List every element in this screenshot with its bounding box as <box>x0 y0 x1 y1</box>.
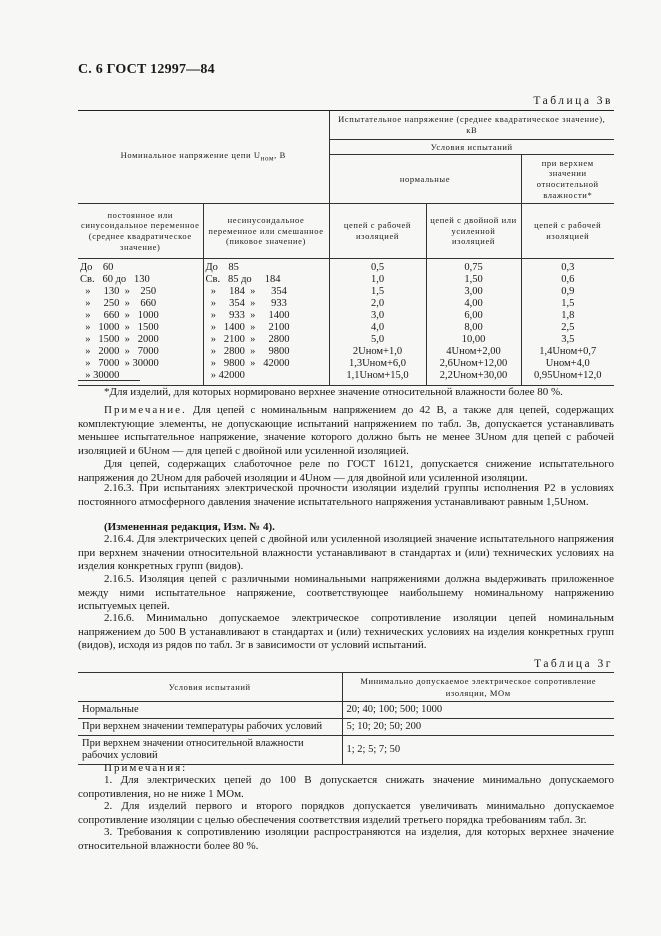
table-row <box>78 259 614 275</box>
note-1: Для цепей с номинальным напряжением до 42 В, а также для цепей, содержащих комплектующие элементы, не допускающие испытаний напряжением по табл. 3в, допускается устанавливать меньшее испытательное напряжение, значение которого должно быть не менее 3Uном для цепей с рабочей изоляцией и 6Uном — для цепей с двойной или усиленной изоляцией. <box>78 404 615 457</box>
cell-working: 1,5 <box>329 286 426 298</box>
cell-dc-range: » 2000 » 7000 <box>78 346 203 358</box>
cell-humidity: Uном+4,0 <box>521 358 614 370</box>
cell-working: 4,0 <box>329 322 426 334</box>
table-3g-head-resistance: Минимально допускаемое электрическое сопротивление изоляции, МОм <box>342 673 614 702</box>
cell-nonsin-range: » 2100 » 2800 <box>203 334 329 346</box>
cell-double: 6,00 <box>426 310 521 322</box>
clause-2-16-4: 2.16.4. Для электрических цепей с двойной или усиленной изоляцией значение испытательного напряжения при верхнем значении относительной влажности устанавливают в стандартах и (или) технических условиях на изделия конкретных групп (видов). <box>78 533 614 572</box>
cell-dc-range: » 250 » 660 <box>78 298 203 310</box>
cell-nonsin-range: » 184 » 354 <box>203 286 329 298</box>
table-3v-head-humidity: при верхнем значении относительной влажности* <box>521 155 614 204</box>
table-3v-head-test-voltage: Испытательное напряжение (среднее квадратическое значение), кВ <box>329 111 614 140</box>
cell-humidity: 0,6 <box>521 274 614 286</box>
cell-humidity: 3,5 <box>521 334 614 346</box>
cell-working: 5,0 <box>329 334 426 346</box>
cell-nonsin-range: » 2800 » 9800 <box>203 346 329 358</box>
cell-resistance: 5; 10; 20; 50; 200 <box>342 719 614 736</box>
cell-double: 2,2Uном+30,00 <box>426 370 521 386</box>
table-3v-head-conditions: Условия испытаний <box>329 140 614 155</box>
cell-condition: При верхнем значении относительной влажности рабочих условий <box>78 736 342 765</box>
cell-double: 10,00 <box>426 334 521 346</box>
cell-working: 1,1Uном+15,0 <box>329 370 426 386</box>
cell-double: 8,00 <box>426 322 521 334</box>
clause-2-16-5: 2.16.5. Изоляция цепей с различными номинальными напряжениями должна выдерживать приложенное между ними испытательное напряжение, соответствующее наибольшему номинальному напряжению испытуемых цепей. <box>78 573 614 612</box>
cell-working: 1,0 <box>329 274 426 286</box>
clause-2-16-3: 2.16.3. При испытаниях электрической прочности изоляции изделий группы исполнения Р2 в условиях постоянного атмосферного давления значение испытательного напряжения устанавливают равным 1,5Uном. <box>78 482 614 508</box>
table-row <box>78 274 614 286</box>
cell-dc-range: » 660 » 1000 <box>78 310 203 322</box>
cell-working: 2,0 <box>329 298 426 310</box>
table-3g-head-conditions: Условия испытаний <box>78 673 342 702</box>
cell-dc-range: Св. 60 до 130 <box>78 274 203 286</box>
cell-double: 0,75 <box>426 259 521 275</box>
table-row <box>78 370 614 386</box>
table-3v-head-double: цепей с двойной или усиленной изоляцией <box>426 204 521 259</box>
cell-condition: Нормальные <box>78 702 342 719</box>
table-row <box>78 702 614 719</box>
cell-dc-range: » 1000 » 1500 <box>78 322 203 334</box>
cell-double: 3,00 <box>426 286 521 298</box>
table-3g-note-1: 1. Для электрических цепей до 100 В допускается снижать значение минимально допускаемого сопротивления, но не ниже 1 МОм. <box>78 774 614 800</box>
footnote-rule <box>78 380 140 381</box>
cell-humidity: 1,5 <box>521 298 614 310</box>
cell-dc-range: » 30000 <box>78 370 203 386</box>
table-3v-head-dc: постоянное или синусоидальное переменное (среднее квадратическое значение) <box>78 204 203 259</box>
notes-label: Примечания: <box>104 762 188 774</box>
cell-nonsin-range: » 9800 » 42000 <box>203 358 329 370</box>
cell-working: 1,3Uном+6,0 <box>329 358 426 370</box>
table-row <box>78 346 614 358</box>
cell-resistance: 20; 40; 100; 500; 1000 <box>342 702 614 719</box>
cell-nonsin-range: » 933 » 1400 <box>203 310 329 322</box>
cell-humidity: 0,3 <box>521 259 614 275</box>
table-row <box>78 310 614 322</box>
cell-double: 2,6Uном+12,00 <box>426 358 521 370</box>
cell-humidity: 2,5 <box>521 322 614 334</box>
cell-dc-range: До 60 <box>78 259 203 275</box>
cell-humidity: 0,95Uном+12,0 <box>521 370 614 386</box>
cell-double: 4,00 <box>426 298 521 310</box>
table-3g-caption: Таблица 3г <box>534 658 613 670</box>
table-row <box>78 286 614 298</box>
table-row <box>78 719 614 736</box>
table-row <box>78 322 614 334</box>
cell-nonsin-range: До 85 <box>203 259 329 275</box>
table-3v-head-working: цепей с рабочей изоляцией <box>329 204 426 259</box>
cell-nonsin-range: » 354 » 933 <box>203 298 329 310</box>
table-row <box>78 358 614 370</box>
cell-double: 1,50 <box>426 274 521 286</box>
table-row <box>78 334 614 346</box>
cell-dc-range: » 130 » 250 <box>78 286 203 298</box>
cell-humidity: 1,4Uном+0,7 <box>521 346 614 358</box>
table-row <box>78 736 614 765</box>
note-2: Для цепей, содержащих слаботочное реле по ГОСТ 16121, допускается снижение испытательного напряжения до 2Uном для рабочей изоляции и 4Uном — для двойной или усиленной изоляции. <box>78 458 614 484</box>
note-block <box>78 404 614 458</box>
cell-double: 4Uном+2,00 <box>426 346 521 358</box>
cell-working: 2Uном+1,0 <box>329 346 426 358</box>
cell-nonsin-range: » 1400 » 2100 <box>203 322 329 334</box>
amended-edition: (Измененная редакция, Изм. № 4). <box>104 521 275 533</box>
table-3g-note-3: 3. Требования к сопротивлению изоляции распространяются на изделия, для которых верхнее значение относительной влажности более 80 %. <box>78 826 614 852</box>
table-3v-head-nominal: Номинальное напряжение цепи $U_{ном}$, В <box>78 111 329 204</box>
cell-humidity: 0,9 <box>521 286 614 298</box>
table-row <box>78 298 614 310</box>
footnote: *Для изделий, для которых нормировано верхнее значение относительной влажности более 80 %. <box>104 386 563 398</box>
table-3v <box>78 111 614 386</box>
cell-working: 0,5 <box>329 259 426 275</box>
clause-2-16-6: 2.16.6. Минимально допускаемое электрическое сопротивление изоляции цепей номинальным напряжением до 500 В устанавливают в стандартах и (или) технических условиях на изделия конкретных групп (видов), исходя из рядов по табл. 3г в зависимости от условий испытаний. <box>78 612 614 651</box>
cell-dc-range: » 1500 » 2000 <box>78 334 203 346</box>
cell-nonsin-range: » 42000 <box>203 370 329 386</box>
table-3v-head-nonsinusoidal: несинусоидальное переменное или смешанное (пиковое значение) <box>203 204 329 259</box>
table-3g <box>78 672 614 765</box>
cell-resistance: 1; 2; 5; 7; 50 <box>342 736 614 765</box>
table-3v-head-working-humidity: цепей с рабочей изоляцией <box>521 204 614 259</box>
table-3v-head-normal: нормальные <box>329 155 521 204</box>
table-3v-caption: Таблица 3в <box>533 95 613 107</box>
note-label: Примечание. <box>104 404 187 416</box>
page-header: С. 6 ГОСТ 12997—84 <box>78 62 215 77</box>
cell-condition: При верхнем значении температуры рабочих условий <box>78 719 342 736</box>
cell-nonsin-range: Св. 85 до 184 <box>203 274 329 286</box>
cell-humidity: 1,8 <box>521 310 614 322</box>
table-3g-note-2: 2. Для изделий первого и второго порядков допускается увеличивать минимально допускаемое сопротивление изоляции с целью обеспечения соответствия изделий третьего порядка требованиям табл. 3г. <box>78 800 614 826</box>
cell-working: 3,0 <box>329 310 426 322</box>
cell-dc-range: » 7000 » 30000 <box>78 358 203 370</box>
